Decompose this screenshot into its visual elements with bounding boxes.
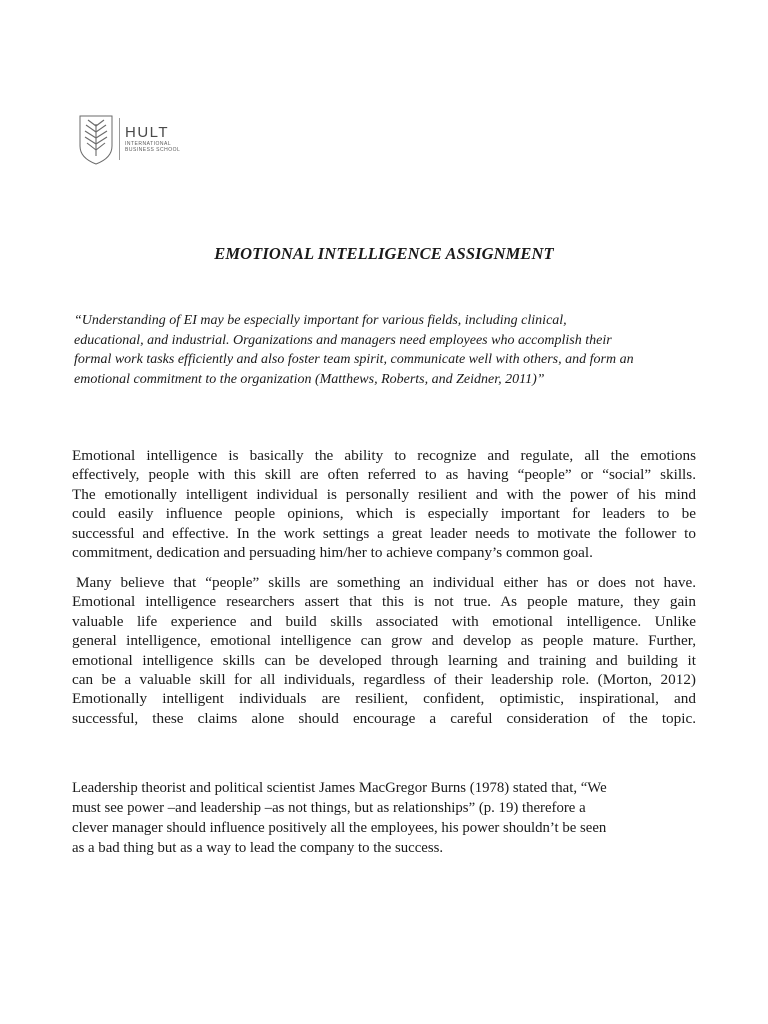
quote-line: “Understanding of EI may be especially important for various fields, including clinical,: [74, 313, 567, 328]
paragraph-line: commitment, dedication and persuading him/her to achieve company’s common goal.: [72, 544, 593, 562]
epigraph-quote: [74, 311, 700, 389]
paragraph-line: Emotional intelligence researchers assert that this is not true. As people mature, they gain: [72, 593, 696, 611]
quote-line: educational, and industrial. Organizations and managers need employees who accomplish their: [74, 332, 612, 348]
paragraph-line: could easily influence people opinions, which is especially important for leaders to be: [72, 505, 696, 523]
quote-line: formal work tasks efficiently and also foster team spirit, communicate well with others, and form an: [74, 352, 634, 367]
paragraph-line: successful, these claims alone should encourage a careful consideration of the topic.: [72, 709, 696, 727]
quote-line: emotional commitment to the organization (Matthews, Roberts, and Zeidner, 2011)”: [74, 371, 545, 387]
document-title: EMOTIONAL INTELLIGENCE ASSIGNMENT: [214, 244, 554, 263]
paragraph-line: Emotionally intelligent individuals are resilient, confident, optimistic, inspirational, and: [72, 690, 696, 708]
paragraph-line: effectively, people with this skill are often referred to as having “people” or “social” skills.: [72, 466, 696, 484]
body-paragraph-1: [72, 446, 696, 562]
logo-subtitle-line2: BUSINESS SCHOOL: [125, 147, 181, 153]
paragraph-line: clever manager should influence positively all the employees, his power shouldn’t be seen: [72, 820, 607, 836]
hult-logo: [76, 112, 180, 166]
paragraph-line: as a bad thing but as a way to lead the company to the success.: [72, 840, 444, 856]
logo-subtitle-line1: INTERNATIONAL: [125, 141, 172, 147]
paragraph-line: valuable life experience and build skills associated with emotional intelligence. Unlike: [72, 612, 696, 630]
logo-text: [125, 125, 180, 153]
paragraph-line: general intelligence, emotional intelligence can grow and develop as people mature. Further,: [72, 632, 696, 650]
body-paragraph-2: [72, 573, 696, 728]
body-paragraph-3: [72, 778, 696, 858]
paragraph-line: Emotional intelligence is basically the ability to recognize and regulate, all the emotions: [72, 447, 696, 464]
paragraph-line: The emotionally intelligent individual is personally resilient and with the power of his mind: [72, 485, 696, 503]
logo-name: HULT: [125, 124, 170, 141]
paragraph-line: successful and effective. In the work settings a great leader needs to motivate the follower to: [72, 524, 696, 542]
paragraph-line: can be a valuable skill for all individuals, regardless of their leadership role. (Morton, 2012): [72, 671, 696, 689]
logo-divider: [119, 118, 120, 160]
paragraph-line: Leadership theorist and political scientist James MacGregor Burns (1978) stated that, “We: [72, 780, 607, 796]
paragraph-line: must see power –and leadership –as not things, but as relationships” (p. 19) therefore a: [72, 800, 586, 816]
hult-leaf-crest-icon: [76, 112, 116, 166]
paragraph-line: emotional intelligence skills can be developed through learning and training and building it: [72, 651, 696, 669]
paragraph-line: Many believe that “people” skills are something an individual either has or does not have.: [76, 574, 696, 591]
